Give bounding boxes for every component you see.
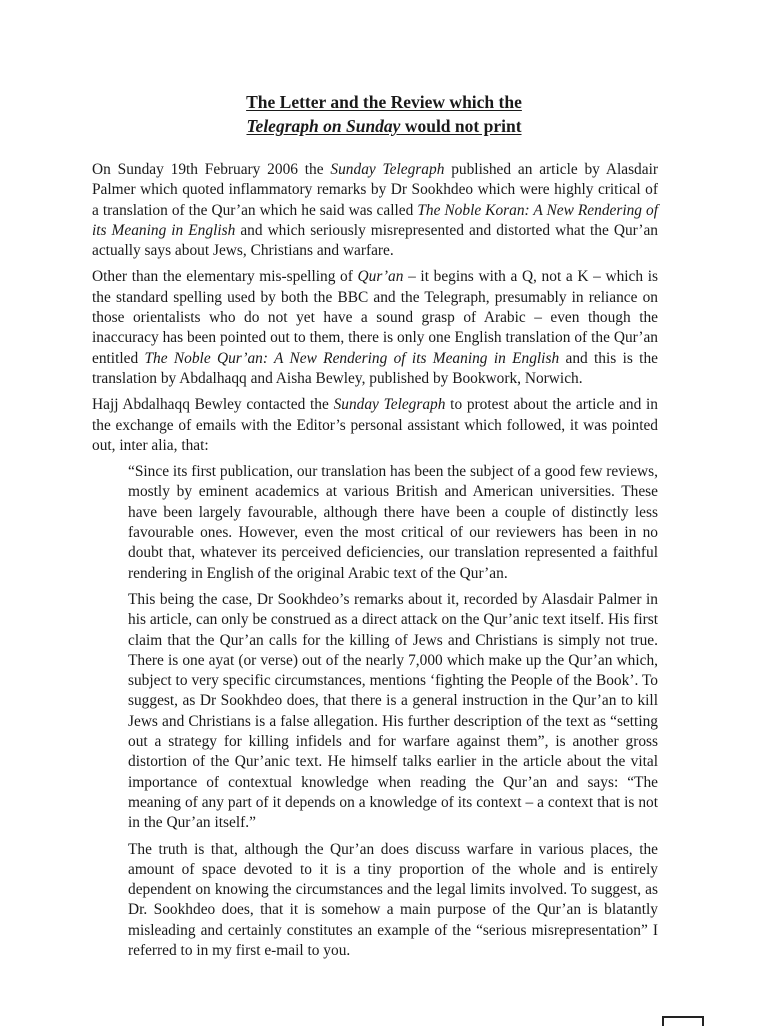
title-line-2-italic: Telegraph on Sunday [246,116,401,136]
paragraph-italic-text: Qur’an [357,268,404,286]
paragraph-italic-text: The Noble Qur’an: A New Rendering of its Meaning in English [144,349,560,367]
paragraph-text: Other than the elementary mis-spelling of [92,268,358,286]
title-line-2-rest: would not print [400,116,522,136]
paragraph-2 [92,267,658,389]
paragraph-text: Hajj Abdalhaqq Bewley contacted the [92,396,334,414]
paragraph-text: published an article by Alasdair Palmer which quoted inflammatory remarks by Dr Sookhdeo which were highly critical of a translation of the Qur’an which he said was called [92,161,658,219]
page-title [0,90,768,138]
body-text [92,160,658,967]
paragraph-text: and which seriously misrepresented and distorted what the Qur’an actually says about Jews, Christians and warfare. [92,221,658,260]
block-quote [128,462,658,961]
paragraph-text: to protest about the article and in the exchange of emails with the Editor’s personal assistant which followed, it was pointed out, inter alia, that: [92,396,658,454]
quote-paragraph-2: This being the case, Dr Sookhdeo’s remarks about it, recorded by Alasdair Palmer in his article, can only be construed as a direct attack on the Qur’anic text itself. His first claim that the Qur’an calls for the killing of Jews and Christians is simply not true. There is one ayat (or verse) out of the nearly 7,000 which make up the Qur’an which, subject to very specific circumstances, mentions ‘fighting the People of the Book’. To suggest, as Dr Sookhdeo does, that there is a general instruction in the Qur’an to kill Jews and Christians is a false allegation. His further description of the text as “setting out a strategy for killing infidels and for warfare against them”, is another gross distortion of the Qur’anic text. He himself talks earlier in the article about the vital importance of contextual knowledge when reading the Qur’an and says: “The meaning of any part of it depends on a knowledge of its context – a context that is not in the Qur’an itself.” [128,590,658,832]
paragraph-text: and this is the translation by Abdalhaqq and Aisha Bewley, published by Bookwork, Norwich. [92,349,658,387]
quote-paragraph-1: “Since its first publication, our translation has been the subject of a good few reviews, mostly by eminent academics at various British and American universities. These have been largely favourable, although there have been a couple of distinctly less favourable ones. However, even the most critical of our reviewers has been in no doubt that, whatever its perceived deficiencies, our translation represented a faithful rendering in English of the original Arabic text of the Qur’an. [128,463,658,582]
paragraph-1 [92,160,658,261]
paragraph-text: – it begins with a Q, not a K – which is the standard spelling used by both the BBC and the Telegraph, presumably in reliance on those orientalists who do not yet have a sound grasp of Arabic – even though the inaccuracy has been pointed out to them, there is only one English translation of the Qur’an entitled [92,268,658,367]
title-line-1 [0,90,768,114]
paragraph-italic-text: Sunday Telegraph [333,396,446,414]
paragraph-3 [92,395,658,456]
paragraph-text: On Sunday 19th February 2006 the [92,161,331,178]
title-line-2 [0,114,768,138]
paragraph-italic-text: The Noble Koran: A New Rendering of its Meaning in English [92,201,658,239]
quote-paragraph-3: The truth is that, although the Qur’an does discuss warfare in various places, the amount of space devoted to it is a tiny proportion of the whole and is entirely dependent on knowing the circumstances and the legal limits involved. To suggest, as Dr. Sookhdeo does, that it is somehow a main purpose of the Qur’an is blatantly misleading and certainly constitutes an example of the “serious misrepresentation” I referred to in my first e-mail to you. [128,840,658,959]
page-corner-mark [662,1016,704,1026]
paragraph-italic-text: Sunday Telegraph [330,161,445,178]
title-line-1-text: The Letter and the Review which the [246,92,522,112]
